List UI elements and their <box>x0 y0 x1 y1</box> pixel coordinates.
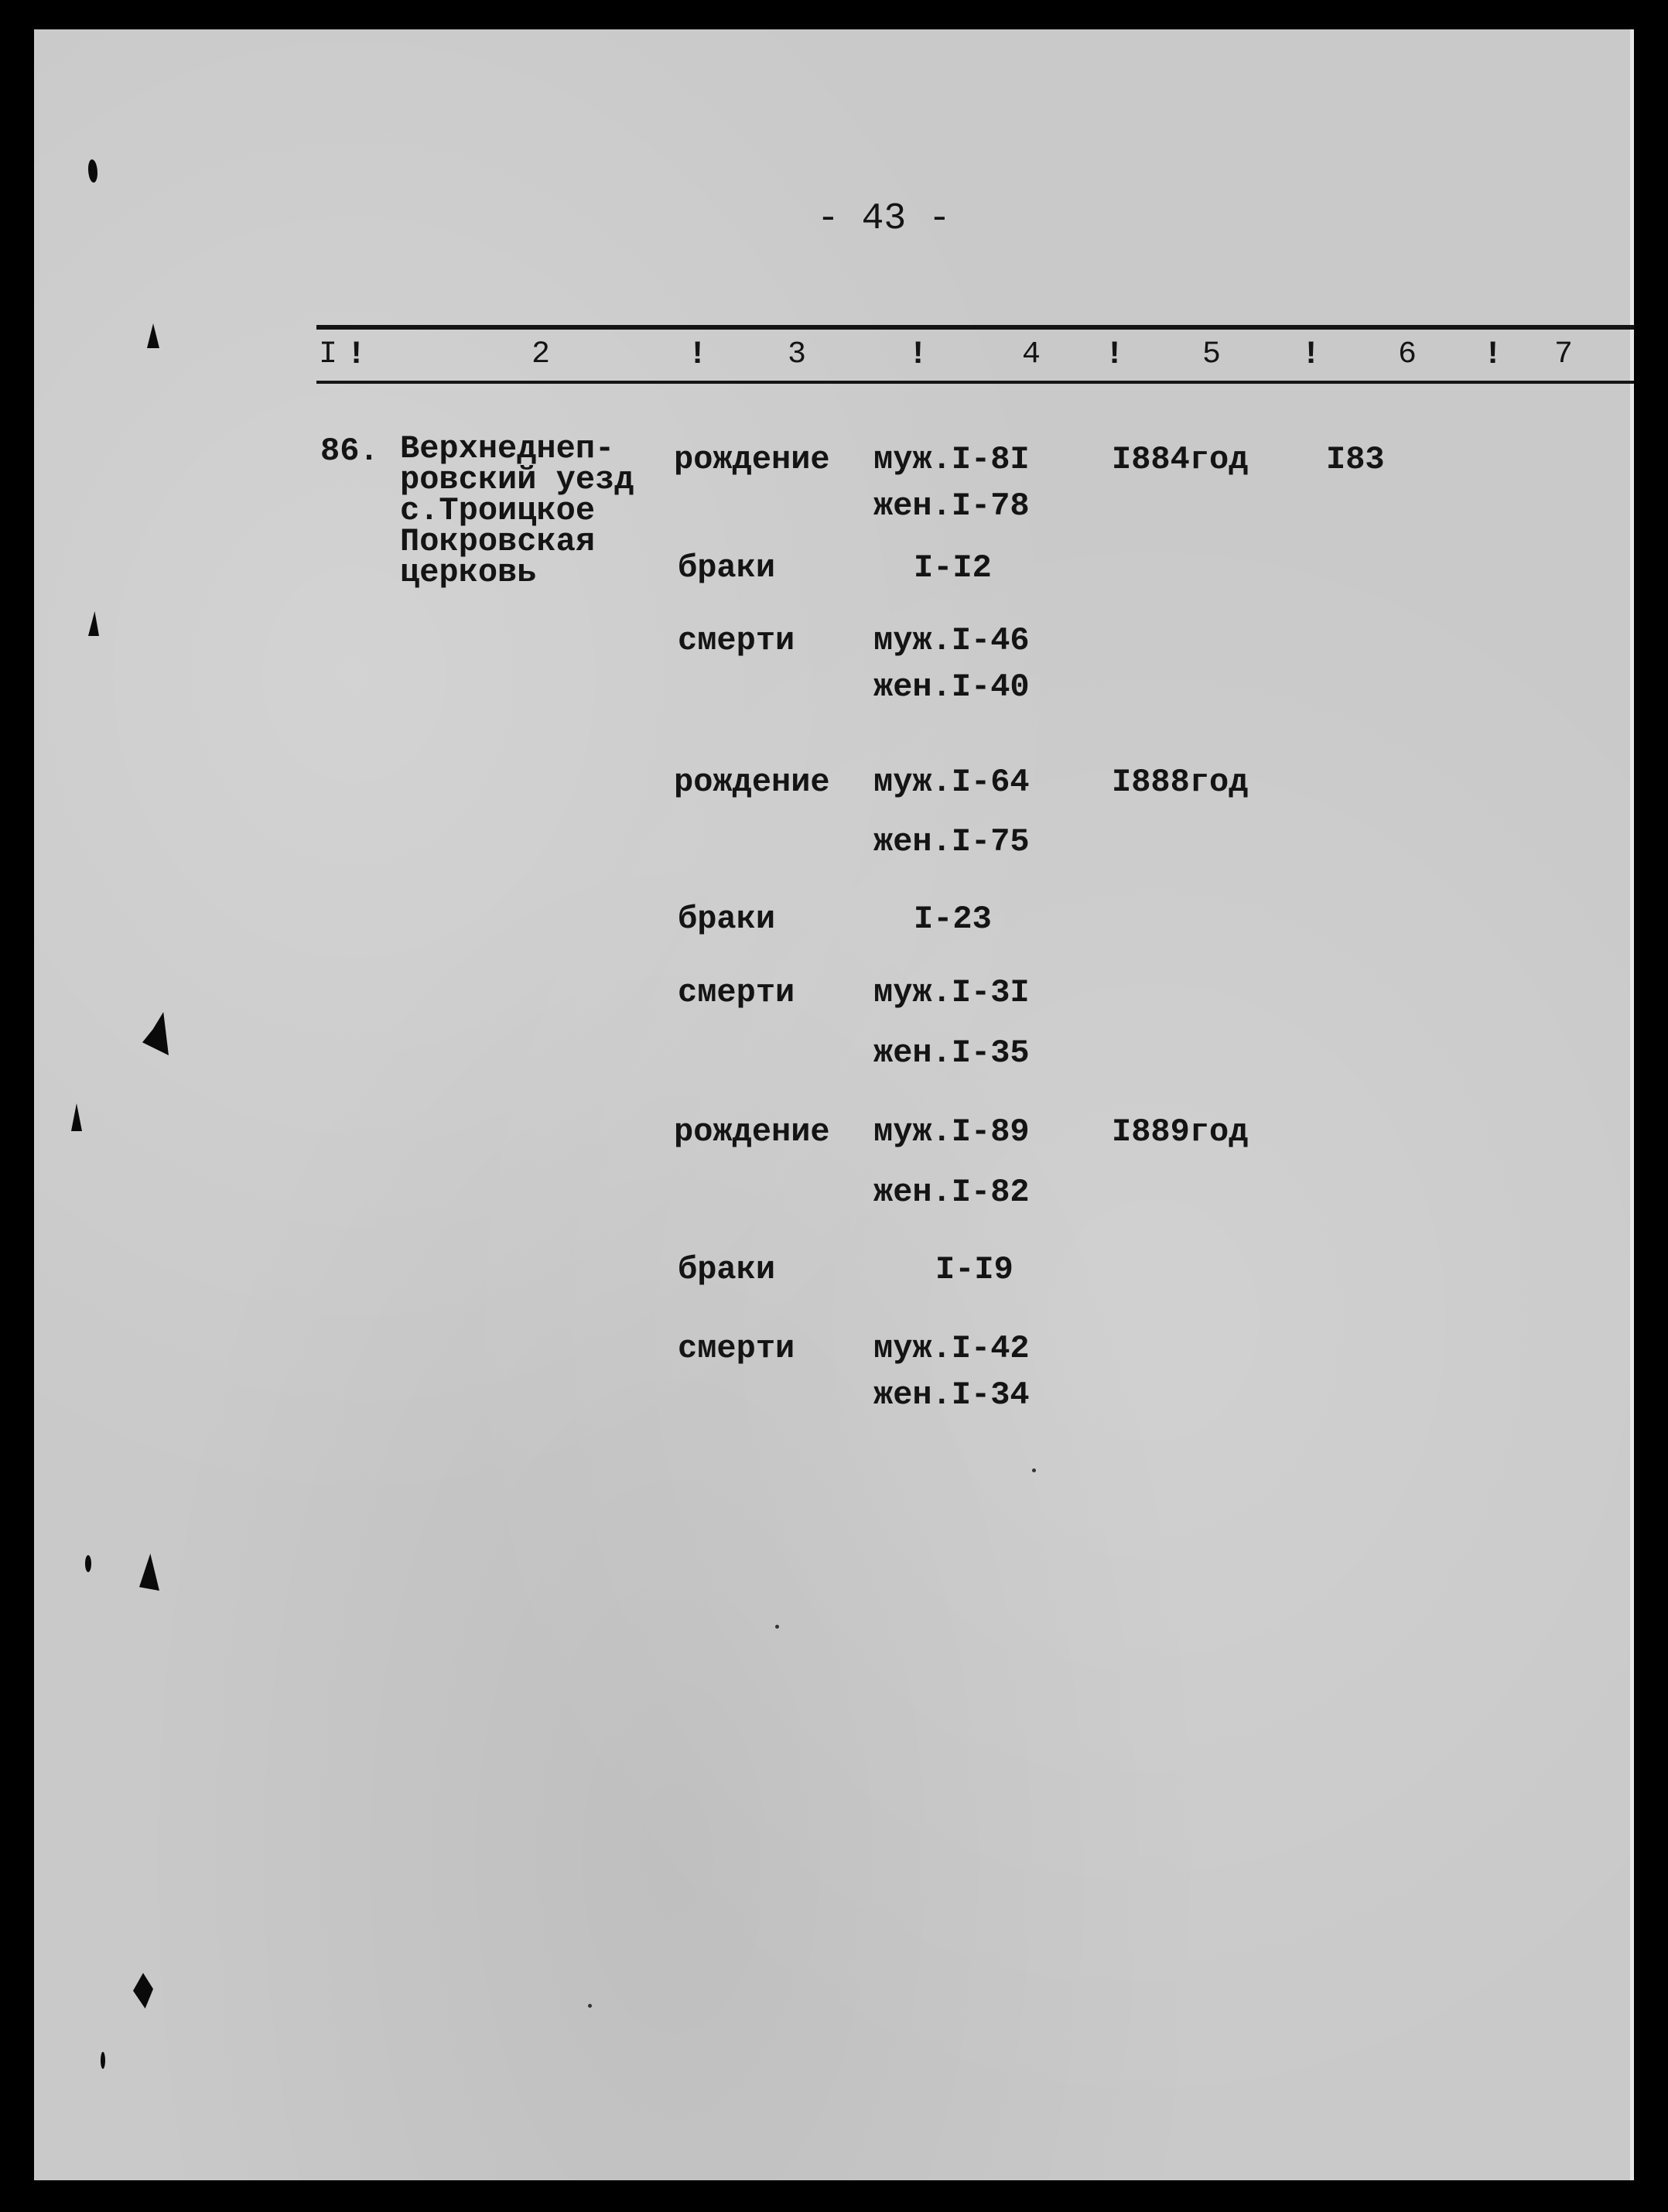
binding-hole-mark <box>71 1103 82 1131</box>
place-line: Покровская <box>400 523 596 560</box>
column-header-5: 5 <box>1202 337 1222 372</box>
marriage-count: I-I2 <box>914 549 992 586</box>
binding-hole-mark <box>133 1973 153 2009</box>
binding-hole-mark <box>101 2052 105 2069</box>
column-header-4: 4 <box>1022 337 1041 372</box>
archival-page <box>34 29 1634 2180</box>
place-line: с.Троицкое <box>400 492 596 529</box>
female-count: жен.I-78 <box>873 487 1030 525</box>
paper-speck <box>588 2004 592 2008</box>
male-count: муж.I-46 <box>873 622 1030 659</box>
record-type-birth: рождение <box>674 1113 830 1150</box>
male-count: муж.I-42 <box>873 1330 1030 1367</box>
record-type-death: смерти <box>678 622 795 659</box>
paper-speck <box>1032 1468 1036 1472</box>
column-header-6: 6 <box>1398 337 1417 372</box>
year-label: I884год <box>1112 441 1249 478</box>
binding-hole-mark <box>85 1555 91 1572</box>
female-count: жен.I-35 <box>873 1034 1030 1072</box>
column-header-2: 2 <box>532 337 551 372</box>
column-header-1: I <box>319 337 338 372</box>
female-count: жен.I-34 <box>873 1376 1030 1414</box>
column-6-value: I83 <box>1326 441 1385 478</box>
column-header-3: 3 <box>788 337 807 372</box>
column-separator: ! <box>1105 336 1125 373</box>
table-header <box>316 325 1634 384</box>
male-count: муж.I-89 <box>873 1113 1030 1150</box>
place-line: церковь <box>400 554 537 591</box>
male-count: муж.I-3I <box>873 974 1030 1011</box>
column-header-7: 7 <box>1554 337 1574 372</box>
place-line: ровский уезд <box>400 461 634 498</box>
column-separator: ! <box>1301 336 1321 373</box>
marriage-count: I-I9 <box>935 1251 1013 1288</box>
binding-hole-mark <box>147 323 159 348</box>
paper-speck <box>775 1625 779 1629</box>
binding-hole-mark <box>88 611 99 636</box>
binding-hole-mark <box>88 159 97 183</box>
female-count: жен.I-75 <box>873 823 1030 860</box>
record-type-marriage: браки <box>678 901 776 938</box>
record-type-death: смерти <box>678 974 795 1011</box>
record-type-death: смерти <box>678 1330 795 1367</box>
record-type-birth: рождение <box>674 441 830 478</box>
female-count: жен.I-40 <box>873 668 1030 706</box>
male-count: муж.I-64 <box>873 764 1030 801</box>
record-type-marriage: браки <box>678 549 776 586</box>
year-label: I889год <box>1112 1113 1249 1150</box>
male-count: муж.I-8I <box>873 441 1030 478</box>
column-separator: ! <box>908 336 928 373</box>
female-count: жен.I-82 <box>873 1174 1030 1211</box>
column-separator: ! <box>1483 336 1503 373</box>
record-type-birth: рождение <box>674 764 830 801</box>
place-description <box>400 430 634 591</box>
page-number: - 43 - <box>817 198 951 240</box>
entry-number: 86. <box>320 432 379 470</box>
binding-hole-mark <box>139 1554 159 1591</box>
column-separator: ! <box>688 336 708 373</box>
binding-hole-mark <box>142 1012 169 1055</box>
place-line: Верхнеднеп- <box>400 430 615 467</box>
marriage-count: I-23 <box>914 901 992 938</box>
column-separator: ! <box>347 336 367 373</box>
record-type-marriage: браки <box>678 1251 776 1288</box>
year-label: I888год <box>1112 764 1249 801</box>
